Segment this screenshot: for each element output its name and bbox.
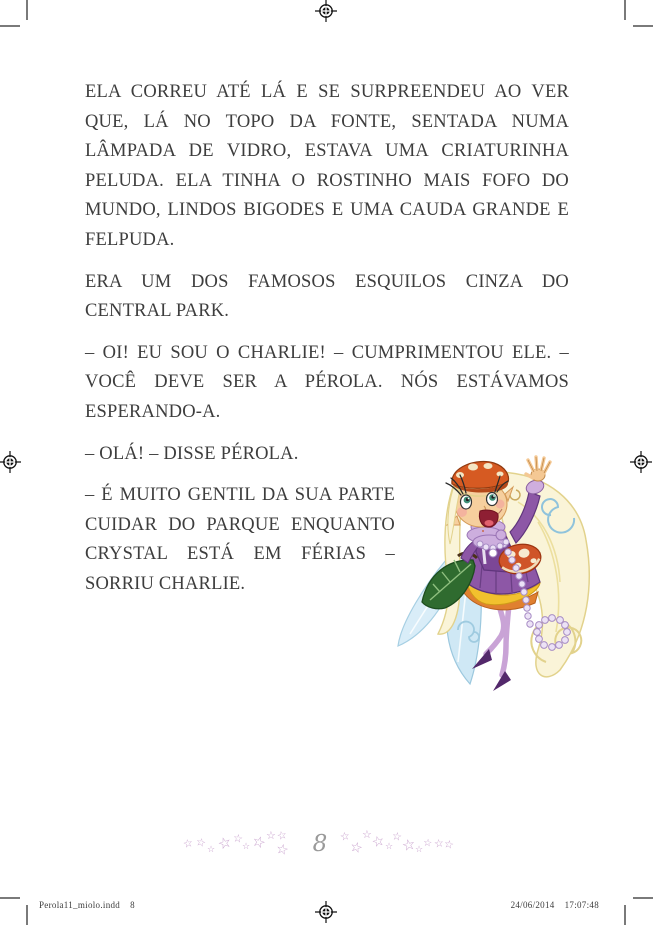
paragraph: ERA UM DOS FAMOSOS ESQUILOS CINZA DO CENTRAL PARK. bbox=[85, 271, 569, 322]
slug-page-number: 8 bbox=[130, 900, 135, 910]
star-icon: ☆ bbox=[385, 842, 394, 852]
crop-mark bbox=[0, 897, 20, 899]
star-icon: ☆ bbox=[422, 837, 433, 850]
crop-mark bbox=[633, 897, 653, 899]
star-icon: ☆ bbox=[348, 838, 365, 858]
star-icon: ☆ bbox=[275, 827, 289, 844]
star-icon: ☆ bbox=[249, 831, 269, 853]
slug-right bbox=[511, 900, 599, 910]
slug-left bbox=[39, 900, 135, 910]
slug-time: 17:07:48 bbox=[564, 900, 599, 910]
star-icon: ☆ bbox=[181, 836, 195, 851]
paragraph: ELA CORREU ATÉ LÁ E SE SURPREENDEU AO VER QUE, LÁ NO TOPO DA FONTE, SENTADA NUMA LÂMPADA DE VIDRO, ESTAVA UMA CRIATURINHA PELUDA. ELA TINHA O ROSTINHO MAIS FOFO DO MUNDO, LINDOS BIGODES E UMA CAUDA GRANDE E FELPUDA. bbox=[85, 82, 569, 250]
crop-mark bbox=[624, 905, 626, 925]
star-icon: ☆ bbox=[194, 834, 208, 851]
fairy-illustration bbox=[388, 432, 633, 717]
star-icon: ☆ bbox=[400, 834, 418, 856]
star-icon: ☆ bbox=[215, 832, 234, 854]
crop-mark bbox=[0, 25, 20, 27]
star-icon: ☆ bbox=[433, 836, 445, 851]
registration-mark-icon bbox=[0, 451, 21, 473]
registration-mark-icon bbox=[315, 901, 337, 923]
registration-mark-icon bbox=[630, 451, 652, 473]
paragraph: – OLÁ! – DISSE PÉROLA. bbox=[85, 443, 299, 464]
star-icon: ☆ bbox=[231, 831, 244, 846]
crop-mark bbox=[624, 0, 626, 20]
paragraph: – OI! EU SOU O CHARLIE! – CUMPRIMENTOU ELE. – VOCÊ DEVE SER A PÉROLA. NÓS ESTÁVAMOS ESPERANDO-A. bbox=[85, 342, 569, 422]
paragraph: – É MUITO GENTIL DA SUA PARTE CUIDAR DO PARQUE ENQUANTO CRYSTAL ESTÁ EM FÉRIAS – SORRIU CHARLIE. bbox=[85, 485, 395, 594]
star-icon: ☆ bbox=[266, 829, 276, 842]
slug-filename: Perola11_miolo.indd bbox=[39, 900, 121, 910]
star-icon: ☆ bbox=[338, 829, 351, 844]
registration-mark-icon bbox=[315, 0, 337, 22]
star-icon: ☆ bbox=[207, 845, 216, 855]
star-icon: ☆ bbox=[415, 845, 424, 855]
star-icon: ☆ bbox=[442, 837, 456, 852]
page-number: 8 bbox=[312, 831, 328, 857]
crop-mark bbox=[26, 0, 28, 20]
crop-mark bbox=[26, 905, 28, 925]
star-icon: ☆ bbox=[274, 840, 291, 860]
slug-date: 24/06/2014 bbox=[510, 900, 555, 910]
star-icon: ☆ bbox=[362, 828, 372, 841]
star-icon: ☆ bbox=[390, 829, 403, 844]
crop-mark bbox=[633, 25, 653, 27]
star-icon: ☆ bbox=[242, 842, 251, 852]
star-icon: ☆ bbox=[370, 832, 387, 852]
